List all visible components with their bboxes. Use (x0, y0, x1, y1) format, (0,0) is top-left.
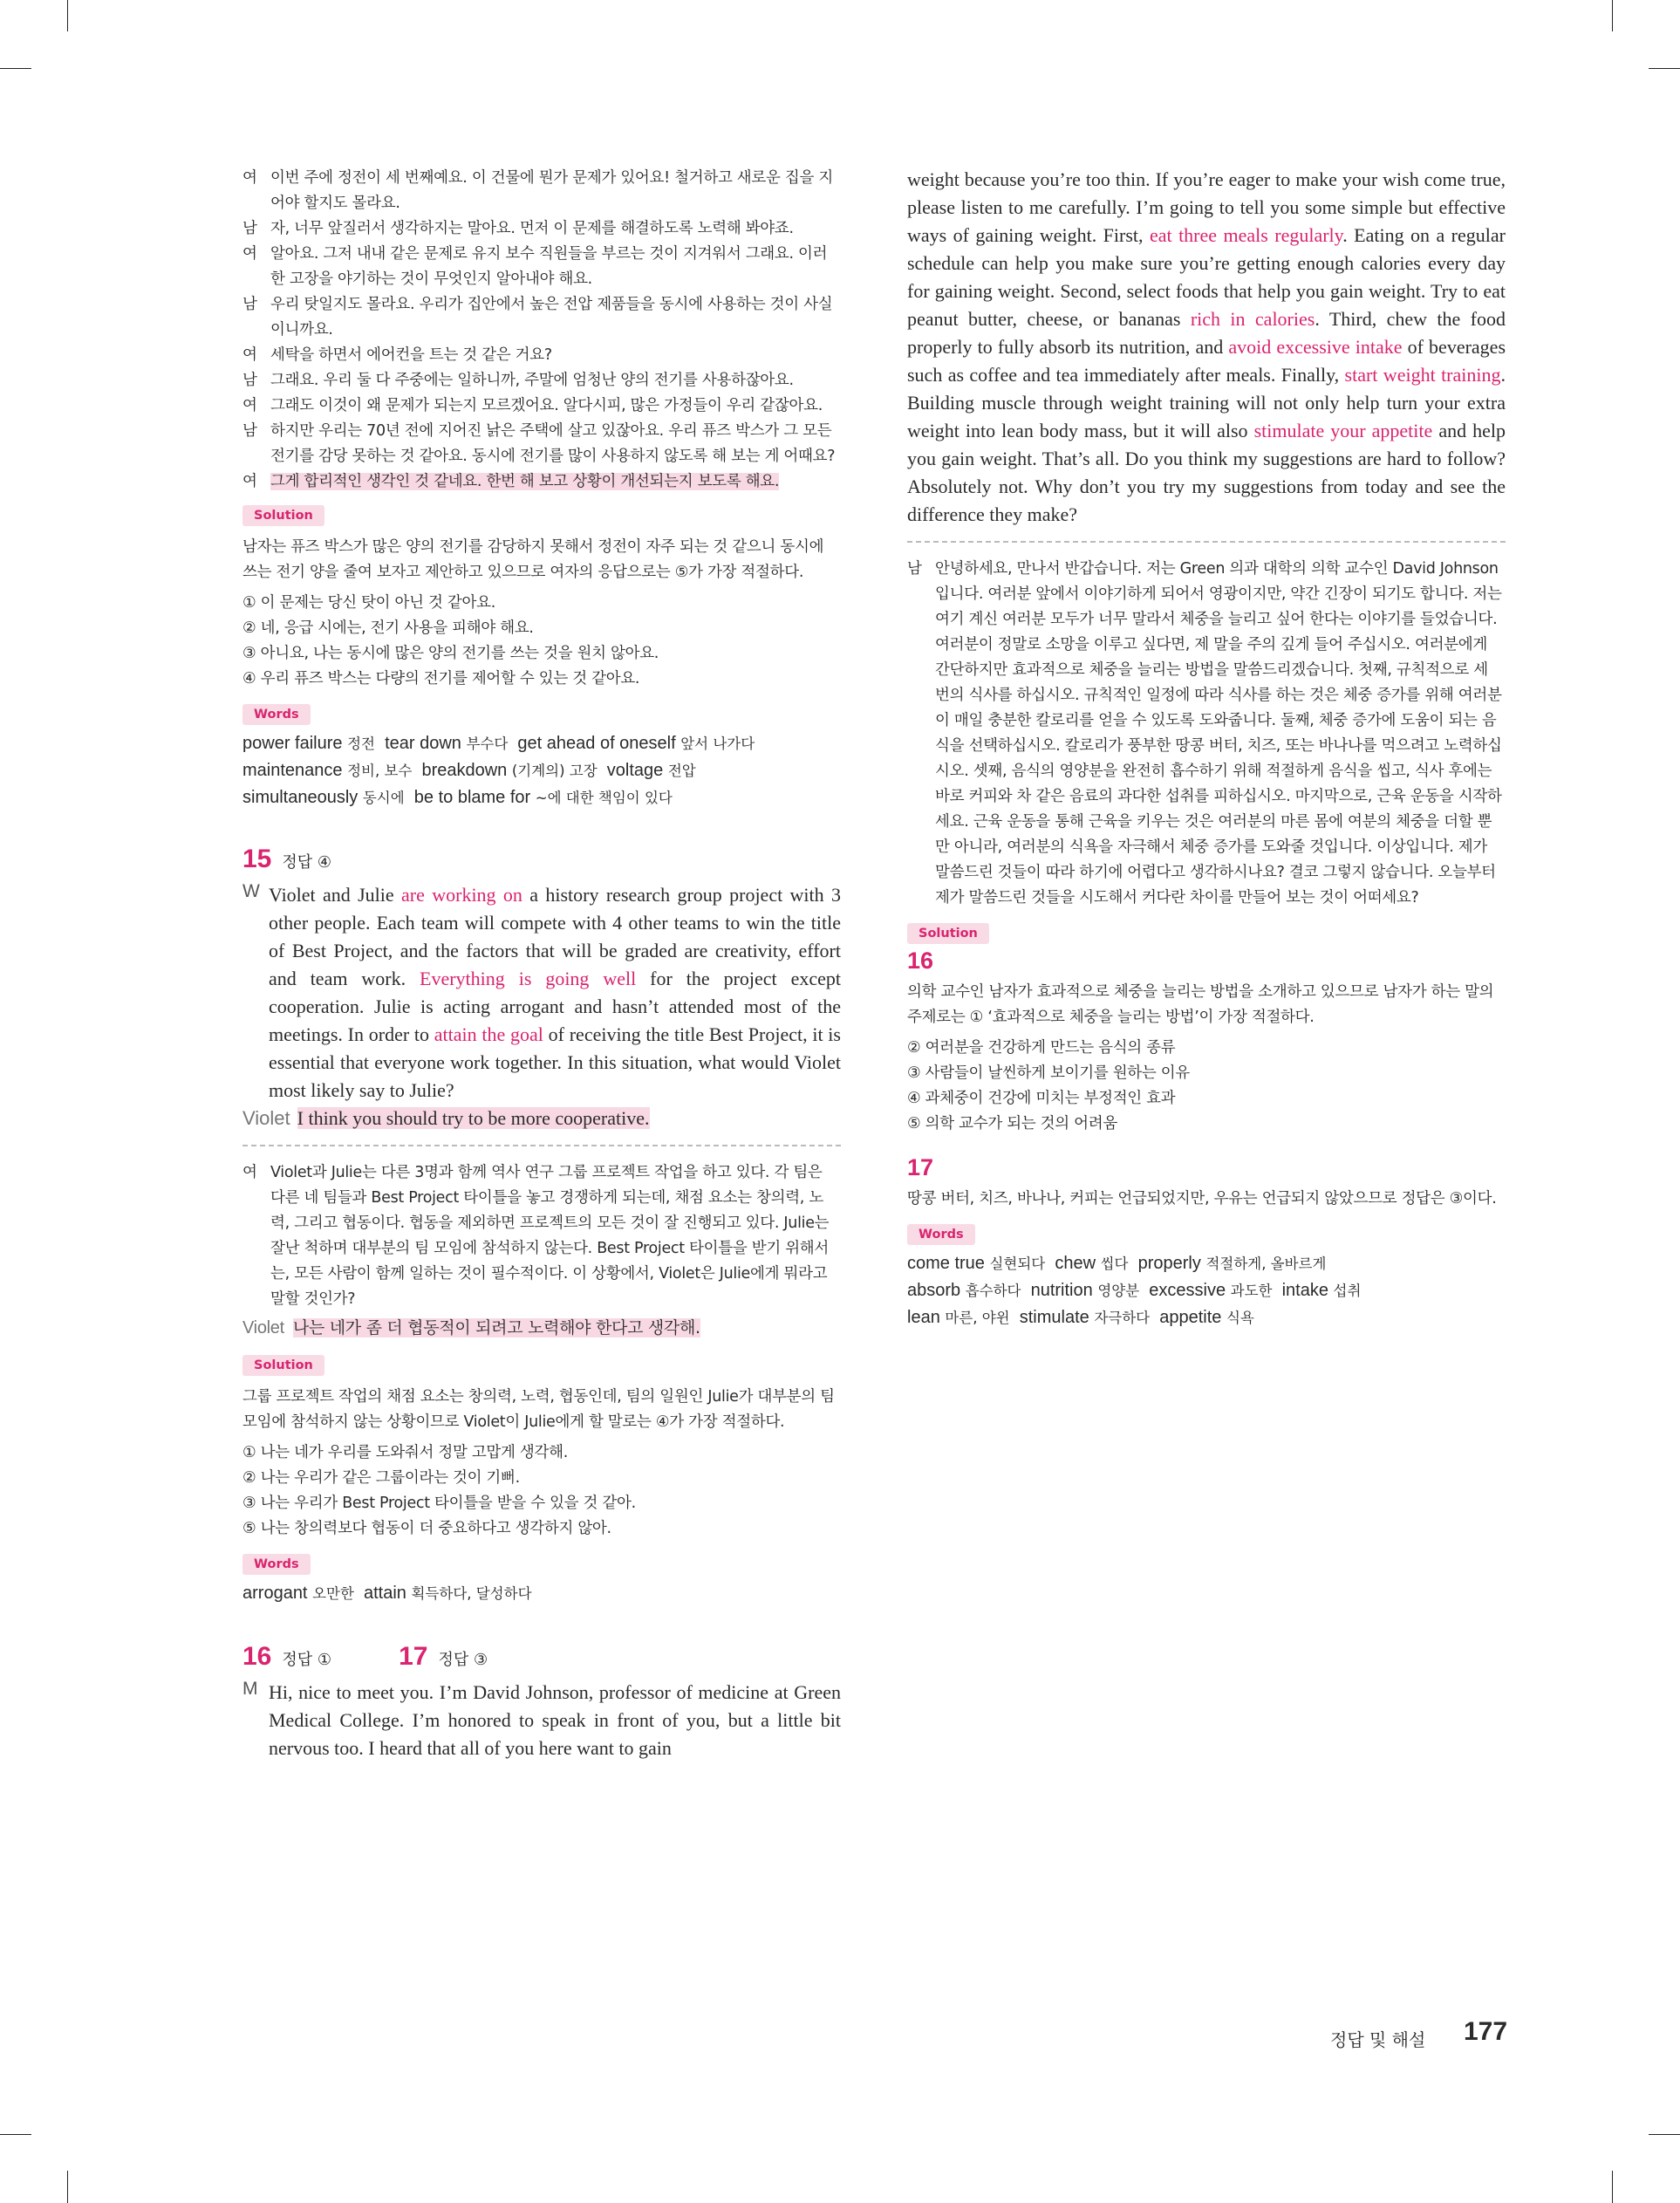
option-item: ④ 과체중이 건강에 미치는 부정적인 효과 (907, 1090, 1176, 1107)
answer-highlight: 그게 합리적인 생각인 것 같네요. 한번 해 보고 상황이 개선되는지 보도록 해요. (270, 473, 780, 490)
words-badge: Words (907, 1224, 975, 1245)
solution-badge: Solution (242, 1355, 324, 1376)
q16-17-header (242, 1642, 841, 1672)
word-english: simultaneously (242, 788, 363, 807)
dialog-line (242, 419, 841, 469)
option-item: ② 나는 우리가 같은 그룹이라는 것이 기뻐. (242, 1469, 520, 1487)
option-item: ③ 아니요, 나는 동시에 많은 양의 전기를 쓰는 것을 원치 않아요. (242, 645, 659, 662)
solution-text: 남자는 퓨즈 박스가 많은 양의 전기를 감당하지 못해서 정전이 자주 되는 것 같으니 동시에 쓰는 전기 양을 줄여 보자고 제안하고 있으므로 여자의 응답으로는 ⑤가 가장 적절하다. (242, 538, 824, 581)
words-row (907, 1277, 1506, 1304)
crop-mark (1612, 0, 1613, 31)
option-item: ⑤ 의학 교수가 되는 것의 어려움 (907, 1115, 1117, 1132)
options-list (242, 591, 841, 692)
word-english: be to blame for (404, 788, 536, 807)
word-english: stimulate (1009, 1308, 1095, 1327)
page-number: 177 (1464, 2017, 1508, 2046)
words-row (242, 730, 841, 757)
word-english: get ahead of oneself (508, 734, 681, 753)
dialog-line (242, 216, 841, 242)
script-segment: for the project except cooperation. Julie is acting arrogant and hasn’t attended most of the meetings. In order to (269, 968, 841, 1045)
dialog-line (242, 242, 841, 292)
crop-mark (0, 2134, 31, 2135)
crop-mark (1649, 2134, 1680, 2135)
answer-label: 정답 ① (282, 1651, 332, 1669)
speaker-label: 여 (242, 1164, 257, 1181)
answer-highlight: I think you should try to be more cooperative. (297, 1107, 650, 1129)
key-phrase: are working on (401, 884, 522, 906)
word-english: attain (353, 1584, 412, 1603)
speaker-label: 여 (242, 245, 257, 263)
word-korean: 정비, 보수 (347, 763, 413, 779)
solution-number: 16 (907, 948, 934, 974)
q15-korean-answer (242, 1316, 841, 1341)
solution-badge: Solution (907, 923, 989, 944)
options-list (242, 1440, 841, 1542)
script-segment: . Third, chew the food properly to fully absorb its nutrition, and (907, 308, 1506, 358)
crop-mark (67, 0, 68, 31)
solution-number: 17 (907, 1154, 934, 1180)
script-segment: Violet and Julie (269, 884, 402, 906)
speaker-label: M (242, 1679, 258, 1699)
solution-badge: Solution (242, 505, 324, 526)
key-phrase: avoid excessive intake (1228, 336, 1403, 358)
word-korean: 전압 (667, 763, 696, 779)
q16-script-continued (907, 166, 1506, 529)
line-text: 그래요. 우리 둘 다 주중에는 일하니까, 주말에 엄청난 양의 전기를 사용하잖아요. (270, 372, 794, 389)
options-list (907, 1036, 1506, 1137)
word-korean: 마른, 야윈 (945, 1310, 1010, 1326)
word-english: intake (1272, 1281, 1334, 1300)
script-text: Hi, nice to meet you. I’m David Johnson, professor of medicine at Green Medical College. I’m honored to speak in front of you, but a little bit nervous too. I heard that all of you here want to gain (269, 1681, 841, 1759)
word-english: nutrition (1021, 1281, 1098, 1300)
dialog-line (242, 469, 841, 495)
q15-header (242, 845, 841, 874)
option-item: ① 이 문제는 당신 탓이 아닌 것 같아요. (242, 594, 495, 612)
word-korean: 정전 (347, 735, 375, 752)
words-badge: Words (242, 704, 311, 725)
key-phrase: rich in calories (1190, 308, 1315, 330)
word-korean: 자극하다 (1094, 1310, 1151, 1326)
crop-mark (1612, 2171, 1613, 2203)
word-korean: 적절하게, 올바르게 (1205, 1255, 1327, 1272)
words-list (242, 1580, 841, 1607)
word-english: chew (1045, 1254, 1101, 1273)
word-english: voltage (597, 761, 668, 780)
right-column (907, 166, 1506, 1331)
solution-text: 땅콩 버터, 치즈, 바나나, 커피는 언급되었지만, 우유는 언급되지 않았으므로 정답은 ③이다. (907, 1190, 1497, 1208)
words-row (242, 757, 841, 784)
speaker-label: Violet (242, 1318, 284, 1338)
key-phrase: Everything is going well (420, 968, 637, 989)
q16-korean-translation (907, 557, 1506, 911)
line-text: 이번 주에 정전이 세 번째예요. 이 건물에 뭔가 문제가 있어요! 철거하고 새로운 집을 지어야 할지도 몰라요. (270, 169, 833, 212)
word-korean: 획득하다, 달성하다 (411, 1585, 532, 1602)
left-column (242, 166, 841, 1762)
word-english: appetite (1150, 1308, 1226, 1327)
answer-highlight: 나는 네가 좀 더 협동적이 되려고 노력해야 한다고 생각해. (292, 1318, 700, 1338)
line-text: 알아요. 그저 내내 같은 문제로 유지 보수 직원들을 부르는 것이 지겨워서 그래요. 이러한 고장을 야기하는 것이 무엇인지 알아내야 해요. (270, 245, 828, 288)
word-korean: 영양분 (1097, 1283, 1140, 1299)
speaker-label: 여 (242, 169, 257, 187)
word-korean: 부수다 (466, 735, 509, 752)
dialog-line (242, 393, 841, 419)
word-english: arrogant (242, 1584, 313, 1603)
speaker-label: 남 (242, 296, 257, 313)
key-phrase: attain the goal (434, 1023, 543, 1045)
word-korean: 씹다 (1100, 1255, 1129, 1272)
q16-script (242, 1679, 841, 1762)
dialog-line (242, 166, 841, 216)
word-korean: ~에 대한 책임이 있다 (535, 790, 673, 806)
script-segment: . Building muscle through weight training will not only help turn your extra weight into lean body mass, but it will also (907, 364, 1506, 441)
word-english: properly (1128, 1254, 1206, 1273)
answer-label: 정답 ④ (282, 853, 332, 872)
q15-script (242, 881, 841, 1105)
word-english: maintenance (242, 761, 348, 780)
speaker-label: 남 (242, 372, 257, 389)
word-english: lean (907, 1308, 946, 1327)
crop-mark (0, 68, 31, 69)
speaker-label: 여 (242, 473, 257, 490)
word-korean: 흡수하다 (965, 1283, 1021, 1299)
words-badge: Words (242, 1554, 311, 1575)
dialog-line (242, 368, 841, 393)
script-segment: weight because you’re too thin. If you’re eager to make your wish come true, please listen to me carefully. I’m going to tell you some simple but effective ways of gaining weight. First, (907, 168, 1506, 246)
crop-mark (67, 2171, 68, 2203)
script-segment: of beverages such as coffee and tea immediately after meals. Finally, (907, 336, 1506, 386)
word-korean: 동시에 (362, 790, 405, 806)
option-item: ② 여러분을 건강하게 만드는 음식의 종류 (907, 1039, 1176, 1057)
footer-label: 정답 및 해설 (1330, 2029, 1426, 2050)
word-english: come true (907, 1254, 990, 1273)
word-english: breakdown (412, 761, 512, 780)
question-number: 15 (242, 845, 272, 873)
line-text: 세탁을 하면서 에어컨을 트는 것 같은 거요? (270, 346, 552, 364)
dialog-line (242, 343, 841, 368)
solution-text: 의학 교수인 남자가 효과적으로 체중을 늘리는 방법을 소개하고 있으므로 남자가 하는 말의 주제로는 ① ‘효과적으로 체중을 늘리는 방법’이 가장 적절하다. (907, 983, 1494, 1026)
word-korean: (기계의) 고장 (511, 763, 598, 779)
divider (907, 541, 1506, 543)
word-korean: 섭취 (1333, 1283, 1362, 1299)
divider (242, 1145, 841, 1146)
speaker-label: 여 (242, 397, 257, 414)
key-phrase: start weight training (1344, 364, 1501, 386)
option-item: ① 나는 네가 우리를 도와줘서 정말 고맙게 생각해. (242, 1444, 568, 1461)
word-korean: 앞서 나가다 (680, 735, 755, 752)
answer-label: 정답 ③ (438, 1651, 488, 1669)
speaker-label: Violet (242, 1107, 290, 1129)
speaker-label: 남 (242, 220, 257, 237)
option-item: ⑤ 나는 창의력보다 협동이 더 중요하다고 생각하지 않아. (242, 1520, 611, 1537)
line-text: 그래도 이것이 왜 문제가 되는지 모르겠어요. 알다시피, 많은 가정들이 우리 같잖아요. (270, 397, 823, 414)
script-text (269, 881, 841, 1105)
script-segment: of receiving the title Best Project, it is essential that everyone work together. In this situation, what would Violet most likely say to Julie? (269, 1023, 841, 1101)
key-phrase: eat three meals regularly (1149, 224, 1343, 246)
words-row (907, 1250, 1506, 1277)
q15-answer-line (242, 1105, 841, 1132)
key-phrase: stimulate your appetite (1253, 420, 1433, 441)
solution-text: 그룹 프로젝트 작업의 채점 요소는 창의력, 노력, 협동인데, 팀의 일원인 Julie가 대부분의 팀 모임에 참석하지 않는 상황이므로 Violet이 Julie에게 할 말로는 ④가 가장 적절하다. (242, 1388, 835, 1431)
word-korean: 실현되다 (989, 1255, 1046, 1272)
word-english: excessive (1139, 1281, 1231, 1300)
words-row (242, 784, 841, 811)
word-english: tear down (374, 734, 467, 753)
script-segment: a history research group project with 3 other people. Each team will compete with 4 other teams to win the title of Best Project, and the factors that will be graded are creativity, effort and team work. (269, 884, 841, 989)
option-item: ③ 사람들이 날씬하게 보이기를 원하는 이유 (907, 1064, 1190, 1082)
words-row (242, 1580, 841, 1607)
option-item: ③ 나는 우리가 Best Project 타이틀을 받을 수 있을 것 같아. (242, 1495, 636, 1512)
speaker-label: W (242, 881, 260, 901)
option-item: ② 네, 응급 시에는, 전기 사용을 피해야 해요. (242, 619, 534, 637)
q15-korean-translation (242, 1160, 841, 1312)
speaker-label: 남 (242, 422, 257, 440)
crop-mark (1649, 68, 1680, 69)
translation-text: 안녕하세요, 만나서 반갑습니다. 저는 Green 의과 대학의 의학 교수인 David Johnson입니다. 여러분 앞에서 이야기하게 되어서 영광이지만, 약간 긴장이 되기도 합니다. 저는 여기 계신 여러분 모두가 너무 말라서 체중을 늘리고 싶어 한다는 이야기를 들었습니다. 여러분이 정말로 소망을 이루고 싶다면, 제 말을 주의 깊게 들어 주십시오. 여러분에게 간단하지만 효과적으로 체중을 늘리는 방법을 말씀드리겠습니다. 첫째, 규칙적으로 세 번의 식사를 하십시오. 규칙적인 일정에 따라 식사를 하는 것은 체중 증가를 위해 여러분이 매일 충분한 칼로리를 얻을 수 있도록 도와줍니다. 둘째, 체중 증가에 도움이 되는 음식을 선택하십시오. 칼로리가 풍부한 땅콩 버터, 치즈, 또는 바나나를 먹으려고 노력하십시오. 셋째, 음식의 영양분을 완전히 흡수하기 위해 적절하게 음식을 씹고, 식사 후에는 바로 커피와 차 같은 음료의 과다한 섭취를 피하십시오. 마지막으로, 근육 운동을 시작하세요. 근육 운동을 통해 근육을 키우는 것은 여러분의 마른 몸에 여분의 체중을 더할 뿐만 아니라, 여러분의 식욕을 자극해서 체중 증가를 도와줄 것입니다. 이상입니다. 제가 말씀드린 것들이 따라 하기에 어렵다고 생각하시나요? 결코 그렇지 않습니다. 오늘부터 제가 말씀드린 것들을 시도해서 커다란 차이를 만들어 보는 것이 어떠세요? (935, 560, 1502, 907)
line-text: 우리 탓일지도 몰라요. 우리가 집안에서 높은 전압 제품들을 동시에 사용하는 것이 사실이니까요. (270, 296, 833, 339)
translation-text: Violet과 Julie는 다른 3명과 함께 역사 연구 그룹 프로젝트 작업을 하고 있다. 각 팀은 다른 네 팀들과 Best Project 타이틀을 놓고 경쟁하게 되는데, 채점 요소는 창의력, 노력, 그리고 협동이다. 협동을 제외하면 프로젝트의 모든 것이 잘 진행되고 있다. Julie는 잘난 척하며 대부분의 팀 모임에 참석하지 않는다. Best Project 타이틀을 받기 위해서는, 모든 사람이 함께 일하는 것이 필수적이다. 이 상황에서, Violet은 Julie에게 뭐라고 말할 것인가? (270, 1164, 830, 1308)
script-segment: and help you gain weight. That’s all. Do you think my suggestions are hard to follow? Absolutely not. Why don’t you try my suggestions from today and see the difference they make? (907, 420, 1506, 525)
words-list (907, 1250, 1506, 1331)
word-english: absorb (907, 1281, 966, 1300)
option-item: ④ 우리 퓨즈 박스는 다량의 전기를 제어할 수 있는 것 같아요. (242, 670, 640, 688)
question-number: 16 (242, 1642, 272, 1671)
question-number: 17 (399, 1642, 428, 1671)
dialog-line (242, 292, 841, 343)
q14-korean-dialog (242, 166, 841, 469)
words-list (242, 730, 841, 811)
words-row (907, 1304, 1506, 1331)
word-korean: 오만한 (312, 1585, 354, 1602)
line-text: 자, 너무 앞질러서 생각하지는 말아요. 먼저 이 문제를 해결하도록 노력해 봐야죠. (270, 220, 794, 237)
speaker-label: 여 (242, 346, 257, 364)
word-english: power failure (242, 734, 348, 753)
word-korean: 식욕 (1226, 1310, 1254, 1326)
script-segment: . Eating on a regular schedule can help you make sure you’re getting enough calories every day for gaining weight. Second, select foods that help you gain weight. Try to eat peanut butter, cheese, or bananas (907, 224, 1506, 330)
line-text: 하지만 우리는 70년 전에 지어진 낡은 주택에 살고 있잖아요. 우리 퓨즈 박스가 그 모든 전기를 감당 못하는 것 같아요. 동시에 전기를 많이 사용하지 않도록 해 보는 게 어때요? (270, 422, 836, 465)
speaker-label: 남 (907, 560, 922, 578)
word-korean: 과도한 (1230, 1283, 1273, 1299)
